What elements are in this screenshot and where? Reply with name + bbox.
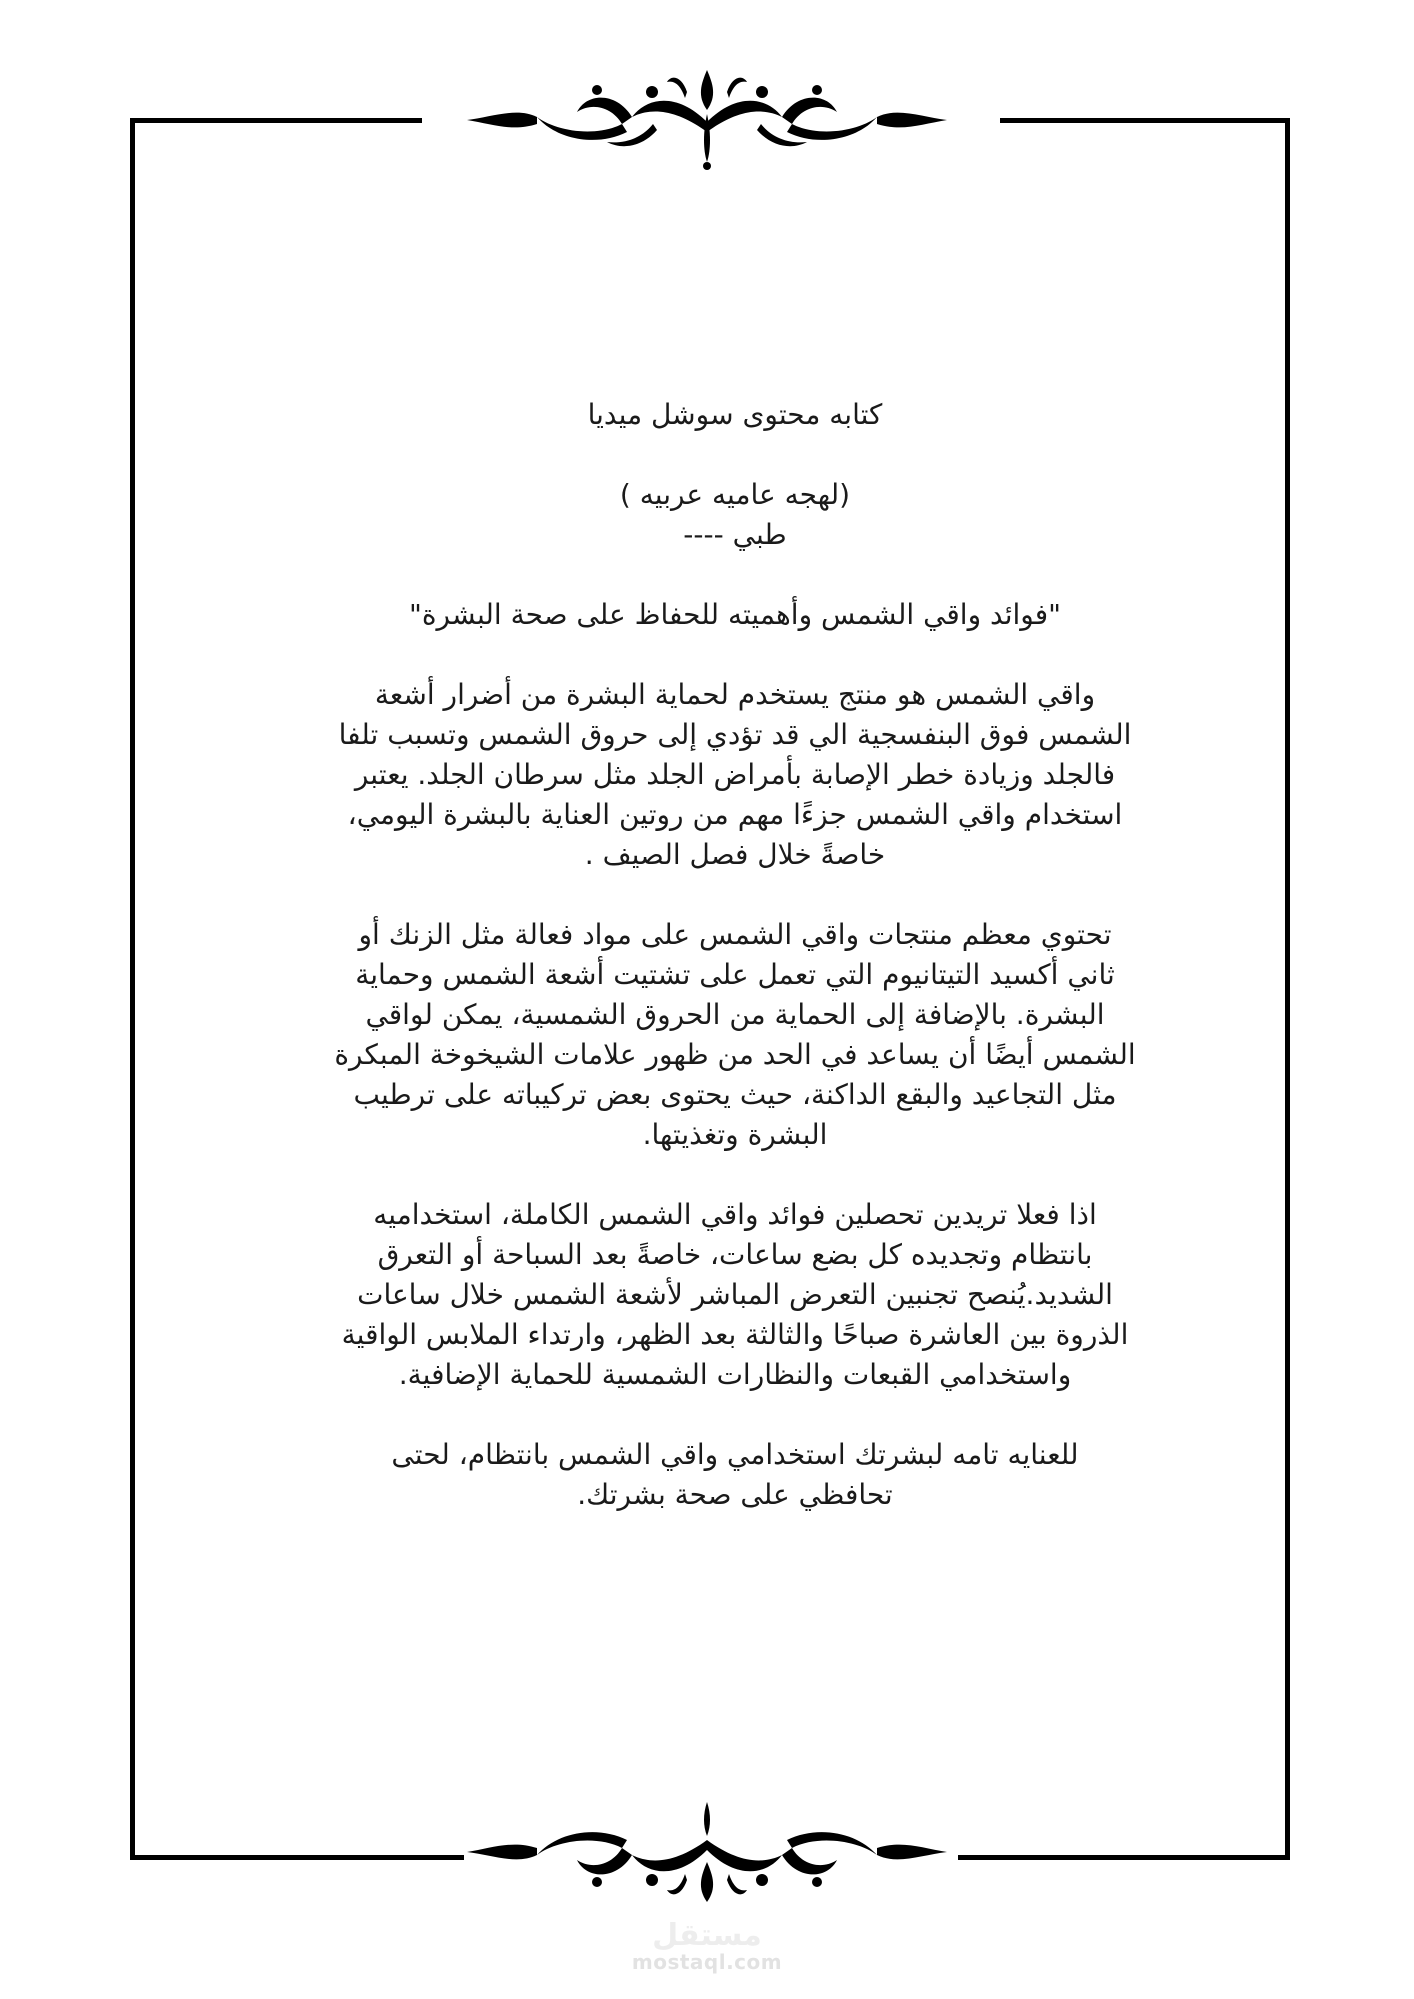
paragraph-line: مثل التجاعيد والبقع الداكنة، حيث يحتوى بعض تركيباته على ترطيب [353, 1078, 1117, 1111]
frame-top-right-line [1000, 118, 1290, 123]
article-heading: "فوائد واقي الشمس وأهميته للحفاظ على صحة البشرة" [408, 598, 1062, 631]
frame-bottom-right-line [958, 1855, 1290, 1860]
frame-left-line [130, 118, 135, 1860]
paragraph-line: تحافظي على صحة بشرتك. [577, 1478, 893, 1511]
paragraph-line: الشمس أيضًا أن يساعد في الحد من ظهور علامات الشيخوخة المبكرة [334, 1038, 1136, 1071]
paragraph-line: البشرة وتغذيتها. [642, 1118, 828, 1151]
paragraph-line: اذا فعلا تريدين تحصلين فوائد واقي الشمس الكاملة، استخداميه [373, 1198, 1097, 1231]
paragraph-line: فالجلد وزيادة خطر الإصابة بأمراض الجلد مثل سرطان الجلد. يعتبر [354, 758, 1116, 791]
paragraph-line: واقي الشمس هو منتج يستخدم لحماية البشرة من أضرار أشعة [374, 678, 1096, 711]
paragraph-4 [270, 1435, 1200, 1515]
paragraph-line: الشديد.يُنصح تجنبين التعرض المباشر لأشعة الشمس خلال ساعات [357, 1278, 1113, 1311]
paragraph-2 [270, 915, 1200, 1155]
paragraph-1 [270, 675, 1200, 875]
document-title: كتابه محتوى سوشل ميديا [587, 398, 883, 431]
paragraph-line: بانتظام وتجديده كل بضع ساعات، خاصةً بعد السباحة أو التعرق [377, 1238, 1093, 1271]
paragraph-line: الذروة بين العاشرة صباحًا والثالثة بعد الظهر، وارتداء الملابس الواقية [341, 1318, 1129, 1351]
frame-top-left-line [130, 118, 422, 123]
watermark-logo: مستقل [652, 1918, 762, 1953]
document-body [270, 395, 1200, 1515]
top-ornament-icon [457, 62, 957, 172]
paragraph-line: للعنايه تامه لبشرتك استخدامي واقي الشمس بانتظام، لحتى [391, 1438, 1079, 1471]
paragraph-3 [270, 1195, 1200, 1395]
paragraph-line: تحتوي معظم منتجات واقي الشمس على مواد فعالة مثل الزنك أو [358, 918, 1112, 951]
document-subtitle-category: طبي ---- [683, 518, 787, 551]
paragraph-line: ثاني أكسيد التيتانيوم التي تعمل على تشتيت أشعة الشمس وحماية [355, 958, 1115, 991]
frame-bottom-left-line [130, 1855, 464, 1860]
paragraph-line: استخدام واقي الشمس جزءًا مهم من روتين العناية بالبشرة اليومي، [347, 798, 1123, 831]
paragraph-line: خاصةً خلال فصل الصيف . [584, 838, 886, 871]
paragraph-line: الشمس فوق البنفسجية الي قد تؤدي إلى حروق الشمس وتسبب تلفا [338, 718, 1132, 751]
document-subtitle-dialect: (لهجه عاميه عربيه ) [619, 478, 851, 511]
bottom-ornament-icon [457, 1800, 957, 1910]
watermark-url: mostaql.com [631, 1950, 783, 1974]
frame-right-line [1285, 118, 1290, 1860]
paragraph-line: البشرة. بالإضافة إلى الحماية من الحروق الشمسية، يمكن لواقي [365, 998, 1105, 1031]
paragraph-line: واستخدامي القبعات والنظارات الشمسية للحماية الإضافية. [398, 1358, 1072, 1391]
